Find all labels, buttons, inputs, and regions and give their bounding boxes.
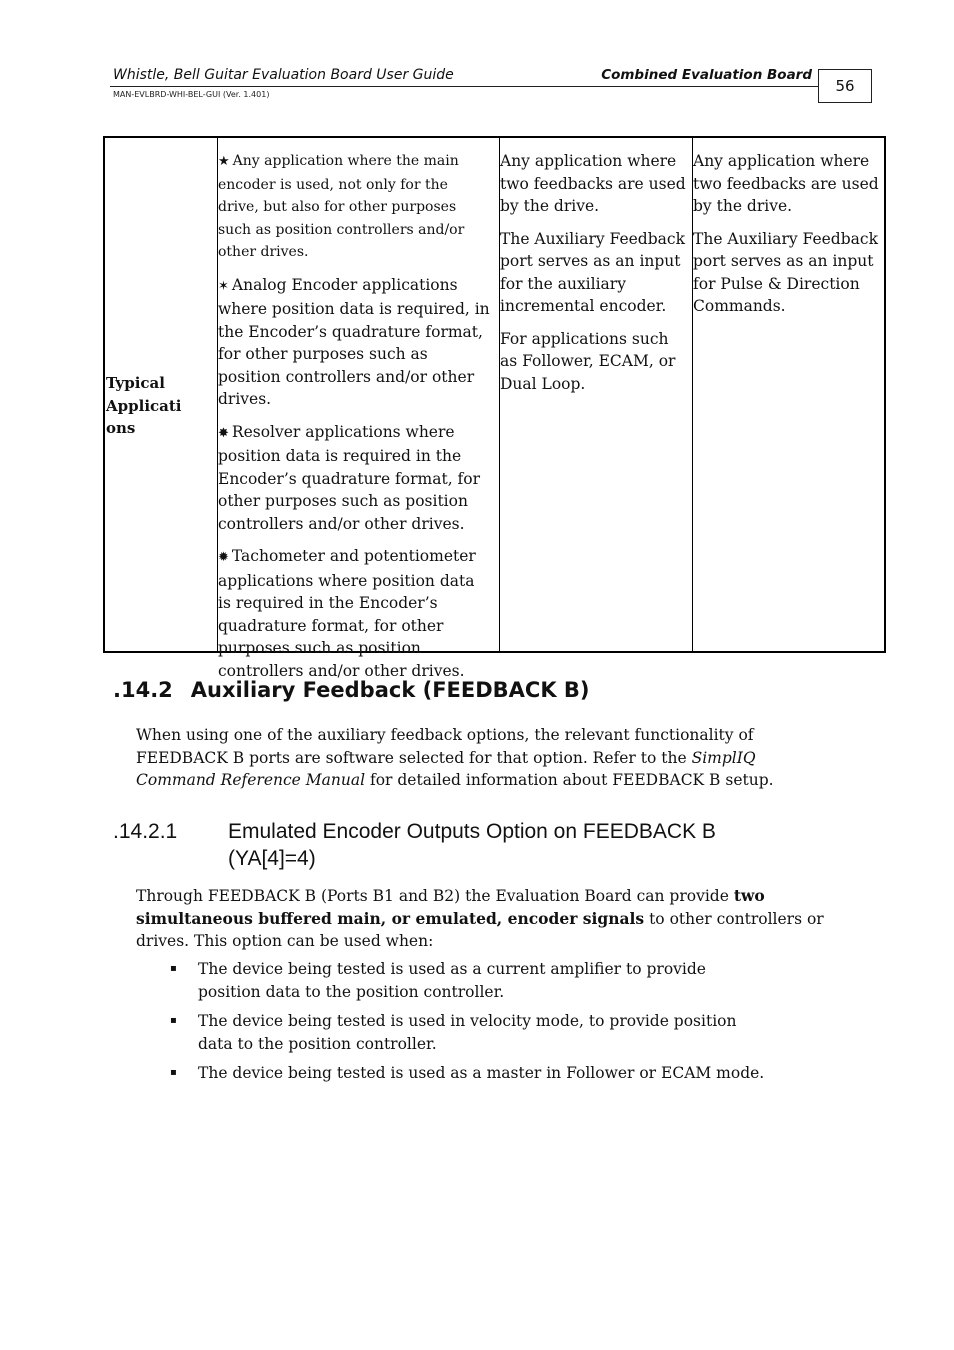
star-icon: ★ (218, 154, 230, 169)
subsection-title: Emulated Encoder Outputs Option on FEEDBACK B (YA[4]=4) (228, 820, 716, 870)
list-item: ★ Any application where the main encoder is used, not only for the drive, but also for other purposes such as position controllers and/or other drives. (218, 153, 465, 260)
list-item: ✸ Resolver applications where position data is required in the Encoder’s quadrature format, for other purposes such as position controllers and/or other drives. (218, 422, 481, 533)
cell-paragraph: Any application where two feedbacks are used by the drive. (693, 152, 879, 215)
page-number: 56 (818, 69, 872, 103)
emphasis-text: two simultaneous buffered main, or emulated, encoder signals (136, 886, 765, 928)
applications-table (103, 136, 886, 680)
section-heading (113, 678, 590, 702)
subsection-number: .14.2.1 (113, 820, 178, 843)
manual-reference: SimplIQ Command Reference Manual (136, 748, 756, 789)
twelve-point-star-icon: ✹ (218, 550, 229, 565)
header-rule (110, 86, 818, 87)
subsection-intro: Through FEEDBACK B (Ports B1 and B2) the Evaluation Board can provide two simultaneous buffered main, or emulated, encoder signals to other controllers or drives. This option can be used when: (136, 886, 824, 950)
list-item: ✹ Tachometer and potentiometer applications where position data is required in the Encoder’s quadrature format, for other purposes such as position controllers and/or other drives. (218, 547, 476, 680)
section-name: Combined Evaluation Board (601, 67, 812, 83)
cell-paragraph: For applications such as Follower, ECAM, or Dual Loop. (500, 329, 676, 393)
list-item: ▪ The device being tested is used as a master in Follower or ECAM mode. (170, 1062, 770, 1085)
table-cell-main-encoder (218, 150, 490, 692)
section-body: When using one of the auxiliary feedback options, the relevant functionality of FEEDBACK B ports are software selected for that option. Refer to the SimplIQ Command Reference Manual for detailed information about FEEDBACK B setup. (136, 726, 774, 789)
table-cell-pulse-direction (693, 150, 881, 328)
list-item: ✶ Analog Encoder applications where position data is required, in the Encoder’s quadrature format, for other purposes such as position controllers and/or other drives. (218, 275, 490, 408)
cell-paragraph: Any application where two feedbacks are used by the drive. (500, 152, 686, 215)
bullet-list (170, 958, 770, 1092)
subsection-heading (113, 818, 813, 872)
cell-paragraph: The Auxiliary Feedback port serves as an input for the auxiliary incremental encoder. (500, 229, 685, 315)
cell-paragraph: The Auxiliary Feedback port serves as an input for Pulse & Direction Commands. (693, 229, 878, 315)
row-label: Typical Applicati ons (106, 374, 182, 437)
list-item: ▪ The device being tested is used in velocity mode, to provide position data to the position controller. (170, 1012, 737, 1053)
table-cell-auxiliary-encoder (500, 150, 688, 405)
document-title: Whistle, Bell Guitar Evaluation Board User Guide (113, 67, 454, 83)
section-title: Auxiliary Feedback (FEEDBACK B) (190, 678, 590, 702)
document-id: MAN-EVLBRD-WHI-BEL-GUI (Ver. 1.401) (113, 90, 270, 99)
square-bullet-icon: ▪ (170, 1015, 177, 1026)
list-item: ▪ The device being tested is used as a current amplifier to provide position data to the position controller. (170, 960, 706, 1001)
square-bullet-icon: ▪ (170, 963, 177, 974)
eight-point-star-icon: ✸ (218, 425, 229, 441)
six-point-star-icon: ✶ (218, 278, 229, 294)
square-bullet-icon: ▪ (170, 1067, 177, 1078)
section-number: .14.2 (113, 678, 173, 702)
